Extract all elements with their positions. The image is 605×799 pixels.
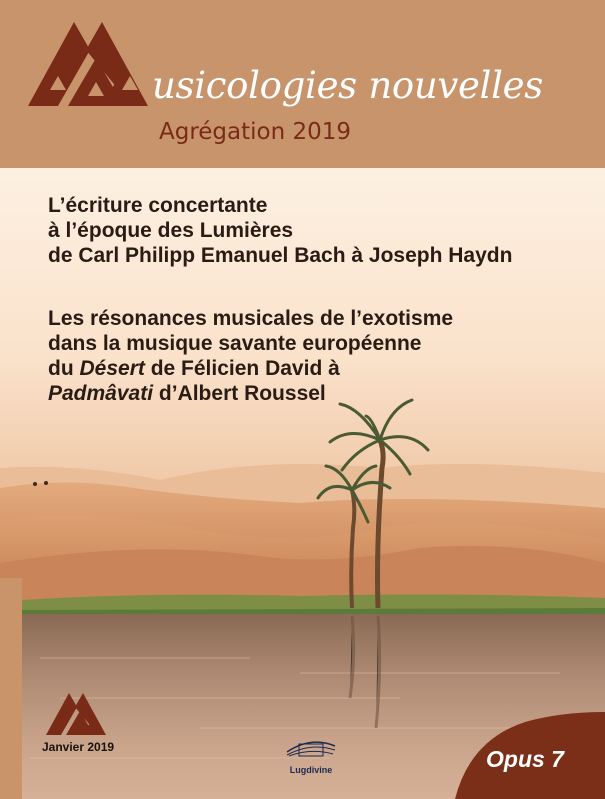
topic-1-line: de Carl Philipp Emanuel Bach à Joseph Haydn <box>48 244 513 267</box>
issue-date: Janvier 2019 <box>42 740 115 754</box>
publisher-name: Lugdivine <box>289 765 333 775</box>
topic-2-line: Les résonances musicales de l’exotisme <box>48 307 454 330</box>
journal-title: usicologies nouvelles <box>152 64 543 107</box>
topic-1-line: à l’époque des Lumières <box>48 219 294 242</box>
issue-number: Opus 7 <box>486 746 564 772</box>
topic-2-line: Padmâvati d’Albert Roussel <box>48 382 326 405</box>
topic-2-line: du Désert de Félicien David à <box>48 357 340 380</box>
topic-2-line: dans la musique savante européenne <box>48 332 422 355</box>
topic-1-line: L’écriture concertante <box>48 194 268 217</box>
journal-subtitle: Agrégation 2019 <box>159 119 352 145</box>
